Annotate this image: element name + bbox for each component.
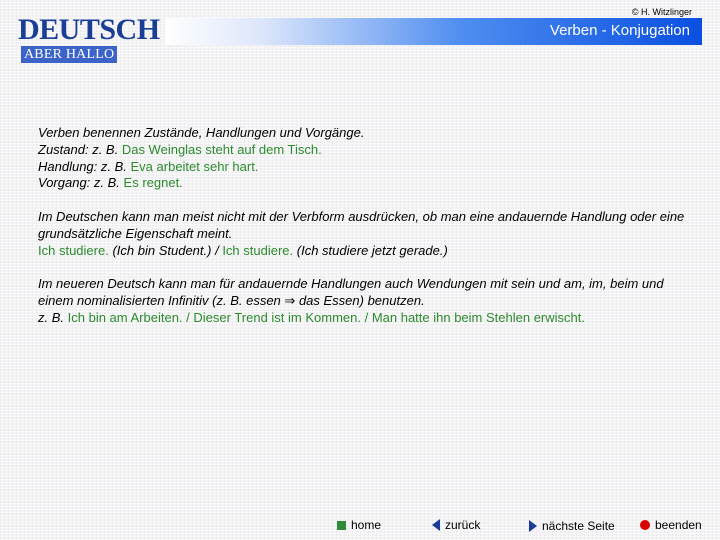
logo-title: DEUTSCH xyxy=(18,13,160,46)
note-studying: (Ich studiere jetzt gerade.) xyxy=(296,242,448,258)
zustand-label: Zustand: z. B. xyxy=(38,141,119,157)
logo xyxy=(18,15,160,63)
handlung-example: Eva arbeitet sehr hart. xyxy=(130,158,259,174)
home-square-icon xyxy=(337,521,346,530)
vorgang-label: Vorgang: z. B. xyxy=(38,175,120,191)
back-label: zurück xyxy=(445,518,481,532)
progressive-examples: Ich bin am Arbeiten. / Dieser Trend ist im Kommen. / Man hatte ihn beim Stehlen erwischt. xyxy=(67,309,585,325)
paragraph-verb-types xyxy=(38,125,698,192)
intro-line: Verben benennen Zustände, Handlungen und Vorgänge. xyxy=(38,125,365,140)
copyright-notice: © H. Witzlinger xyxy=(631,7,692,17)
red-dot-icon xyxy=(640,520,650,530)
header-bar xyxy=(165,18,702,45)
vorgang-example: Es regnet. xyxy=(123,175,183,191)
triangle-left-icon xyxy=(432,519,440,531)
triangle-right-icon xyxy=(529,520,537,532)
note-student: (Ich bin Student.) / xyxy=(112,242,219,258)
handlung-label: Handlung: z. B. xyxy=(38,158,127,174)
logo-subtitle: ABER HALLO xyxy=(21,46,117,63)
example-studying: Ich studiere. xyxy=(222,242,294,258)
progressive-text-b: das Essen) benutzen. xyxy=(298,292,425,308)
verbform-text: Im Deutschen kann man meist nicht mit der Verbform ausdrücken, ob man eine andauernde Handlung oder eine grundsätzliche Eigenschaft meint. xyxy=(38,208,685,241)
progressive-zb-label: z. B. xyxy=(38,309,65,325)
home-button[interactable] xyxy=(337,518,381,532)
end-label: beenden xyxy=(655,518,702,532)
end-button[interactable] xyxy=(640,518,702,532)
home-label: home xyxy=(351,518,382,532)
example-student: Ich studiere. xyxy=(38,242,109,258)
zustand-example: Das Weinglas steht auf dem Tisch. xyxy=(121,141,322,157)
main-content xyxy=(38,125,698,343)
implies-arrow-icon: ⇒ xyxy=(284,292,296,308)
page-title: Verben - Konjugation xyxy=(549,22,690,39)
progressive-text-a: Im neueren Deutsch kann man für andauernde Handlungen auch Wendungen mit sein und am, im, beim und einem nominalisierten Infinitiv (z. B. essen xyxy=(38,276,664,308)
paragraph-progressive xyxy=(38,276,698,326)
next-page-button[interactable] xyxy=(529,519,615,533)
back-button[interactable] xyxy=(432,518,480,532)
next-label: nächste Seite xyxy=(542,519,615,533)
paragraph-verbform xyxy=(38,209,698,259)
